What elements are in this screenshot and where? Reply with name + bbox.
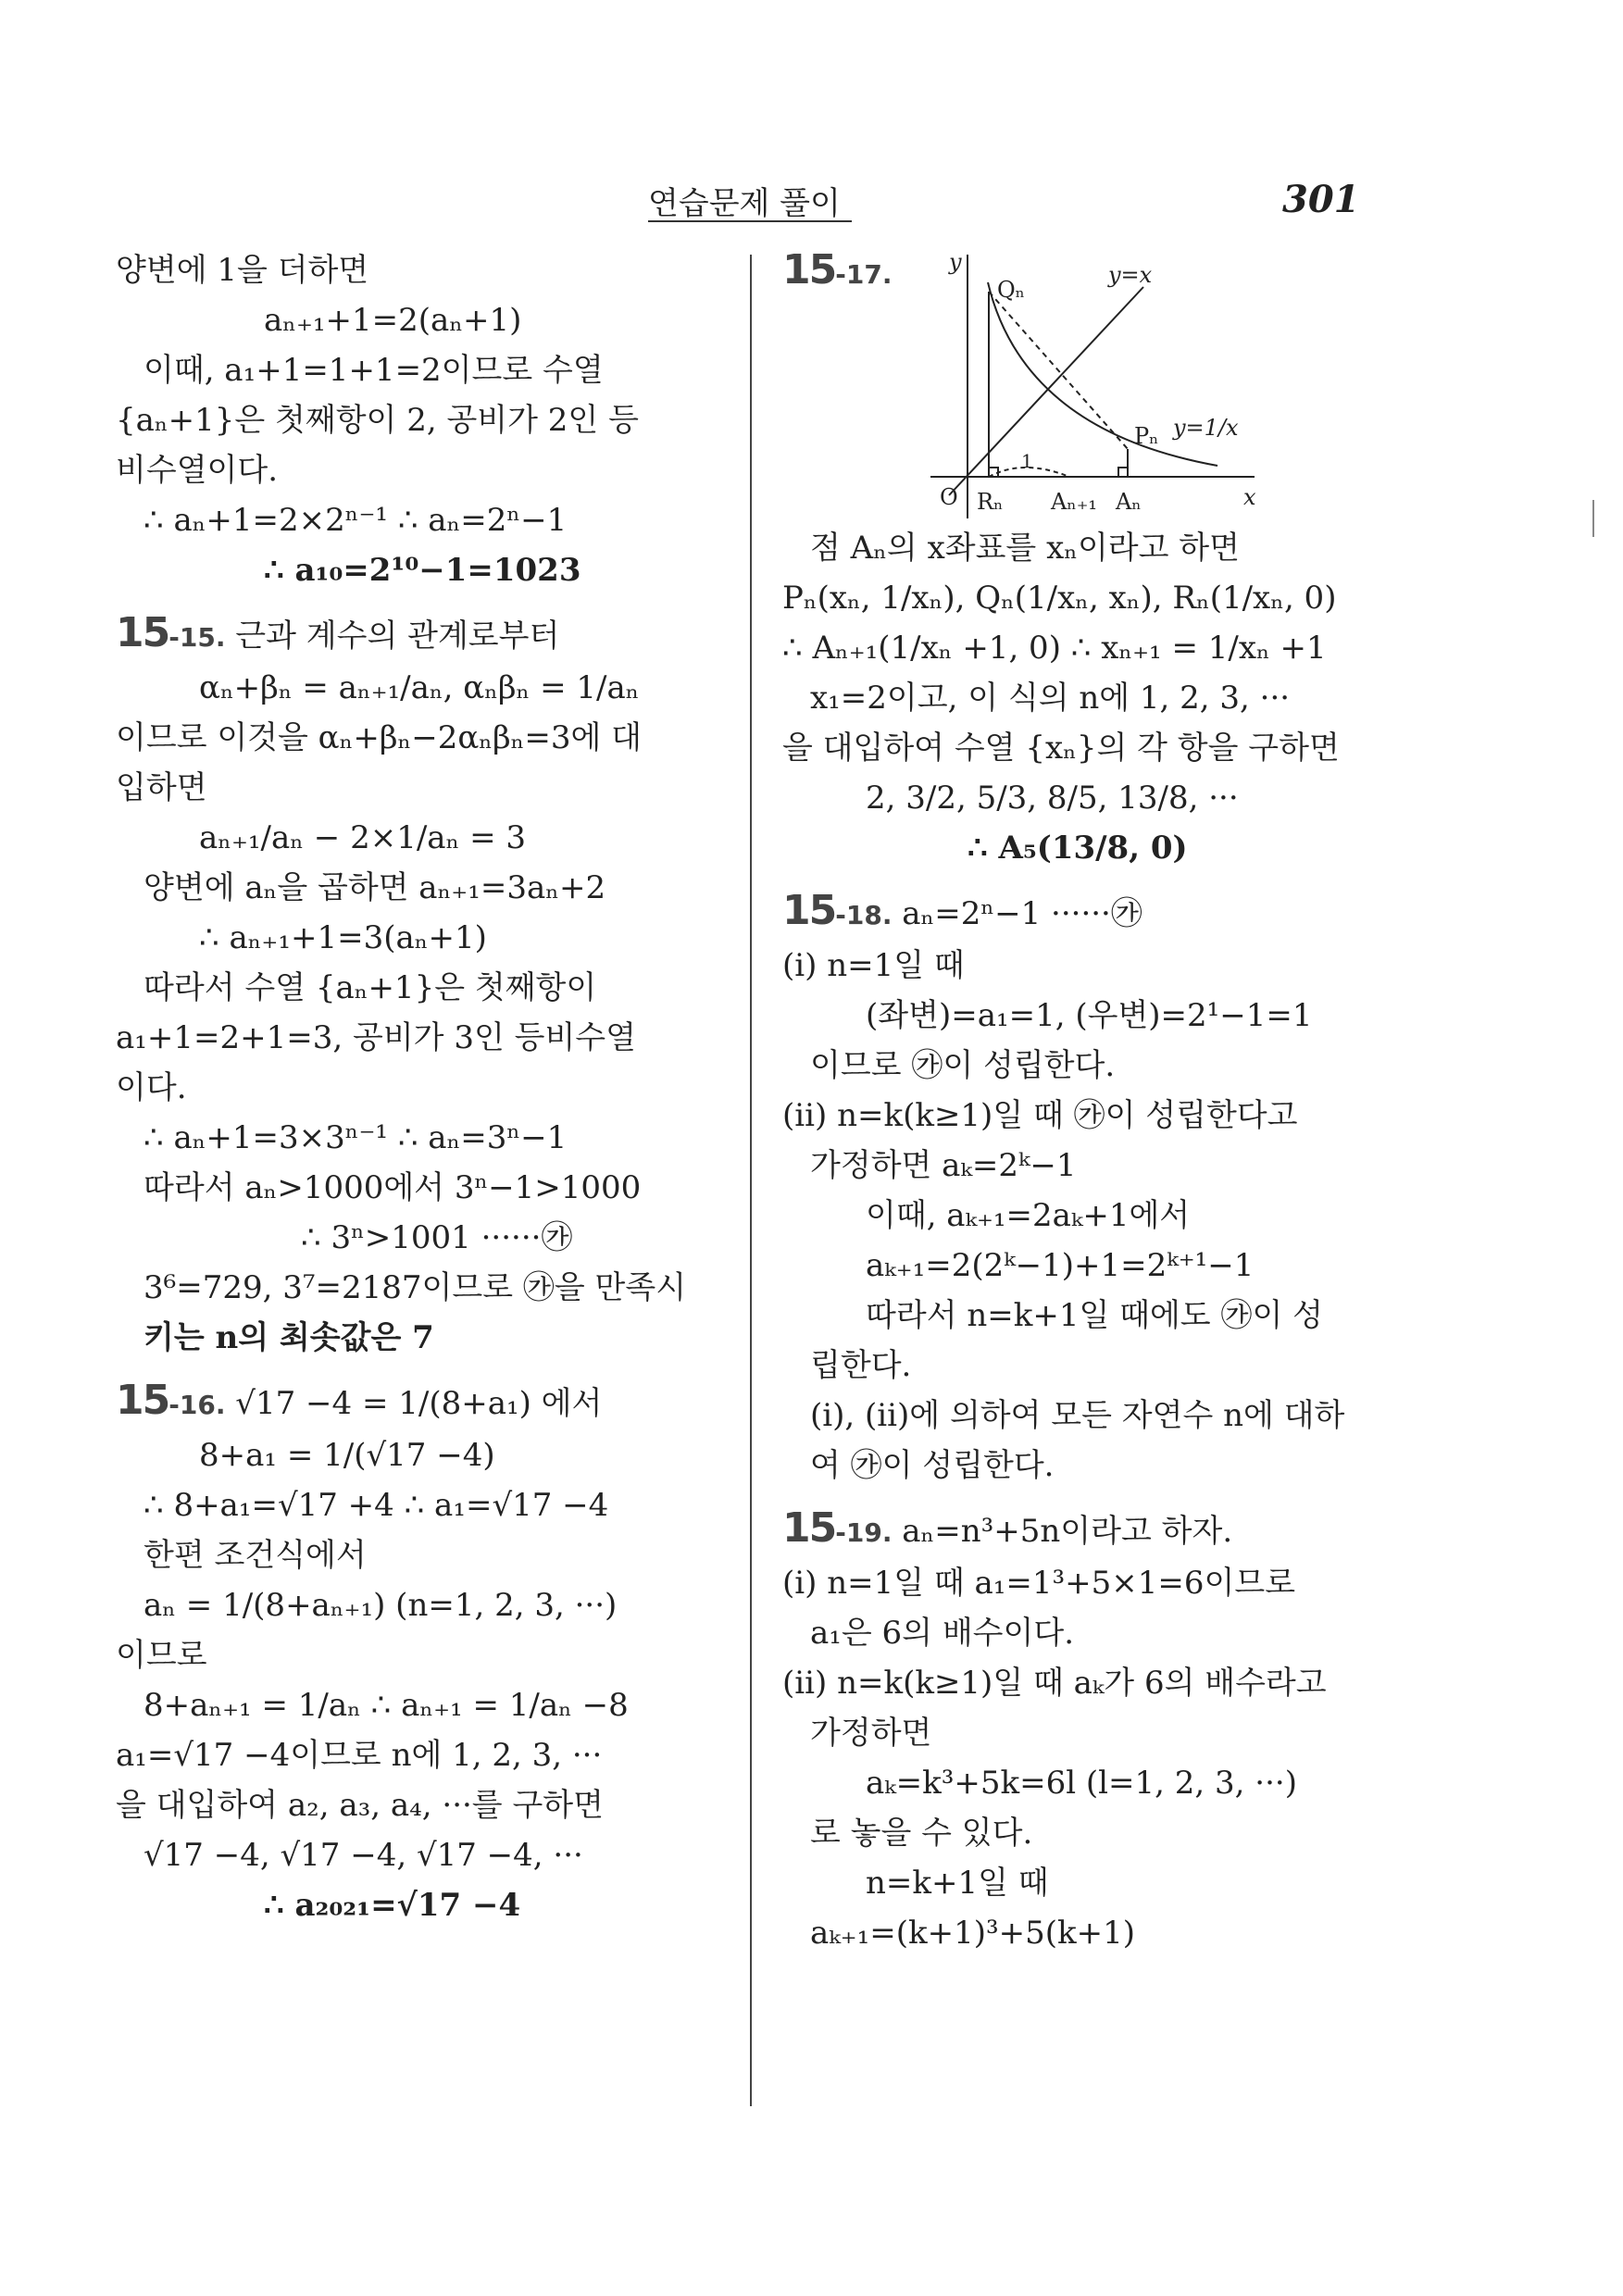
equation-line: ∴ aₙ+1=2×2ⁿ⁻¹ ∴ aₙ=2ⁿ−1 bbox=[144, 502, 568, 539]
graph-label: Aₙ₊₁ bbox=[1051, 489, 1098, 515]
text-line: 이므로 ㉮이 성립한다. bbox=[810, 1047, 1116, 1084]
text-line: (i) n=1일 때 bbox=[782, 947, 965, 984]
text-line: 양변에 aₙ을 곱하면 aₙ₊₁=3aₙ+2 bbox=[144, 869, 606, 906]
equation-line: 8+a₁ = 1/(√17 −4) bbox=[199, 1437, 495, 1474]
text-line: 따라서 aₙ>1000에서 3ⁿ−1>1000 bbox=[144, 1169, 642, 1206]
answer-line: 키는 n의 최솟값은 7 bbox=[144, 1319, 434, 1356]
page-number: 301 bbox=[1282, 178, 1360, 221]
graph-label: Qₙ bbox=[997, 277, 1026, 303]
graph-figure bbox=[912, 245, 1264, 523]
graph-label: y bbox=[949, 249, 962, 275]
equation-line: ∴ Aₙ₊₁(1/xₙ +1, 0) ∴ xₙ₊₁ = 1/xₙ +1 bbox=[782, 630, 1327, 667]
problem-number: 15-18. bbox=[782, 887, 893, 934]
text-line: 따라서 n=k+1일 때에도 ㉮이 성 bbox=[866, 1297, 1323, 1334]
text-line: 을 대입하여 수열 {xₙ}의 각 항을 구하면 bbox=[782, 730, 1340, 767]
equation-line: aₖ=k³+5k=6l (l=1, 2, 3, ···) bbox=[866, 1765, 1297, 1802]
answer-line: ∴ a₁₀=2¹⁰−1=1023 bbox=[264, 552, 581, 589]
page-header-title: 연습문제 풀이 bbox=[648, 185, 841, 222]
graph-label: Rₙ bbox=[977, 489, 1004, 515]
text-line: x₁=2이고, 이 식의 n에 1, 2, 3, ··· bbox=[810, 680, 1291, 717]
equation-line: ∴ aₙ+1=3×3ⁿ⁻¹ ∴ aₙ=3ⁿ−1 bbox=[144, 1119, 568, 1156]
text-line: n=k+1일 때 bbox=[866, 1865, 1049, 1902]
graph-label: y=1/x bbox=[1173, 415, 1239, 441]
equation-line: Pₙ(xₙ, 1/xₙ), Qₙ(1/xₙ, xₙ), Rₙ(1/xₙ, 0) bbox=[782, 580, 1337, 617]
equation-line: √17 −4, √17 −4, √17 −4, ··· bbox=[144, 1837, 583, 1874]
text-line: 따라서 수열 {aₙ+1}은 첫째항이 bbox=[144, 969, 597, 1006]
text-line: 여 ㉮이 성립한다. bbox=[810, 1447, 1055, 1484]
text-line: 이므로 이것을 αₙ+βₙ−2αₙβₙ=3에 대 bbox=[116, 719, 642, 756]
text-line: 가정하면 bbox=[810, 1715, 932, 1752]
text-line: 이때, aₖ₊₁=2aₖ+1에서 bbox=[866, 1197, 1191, 1234]
text-line: (ii) n=k(k≥1)일 때 ㉮이 성립한다고 bbox=[782, 1097, 1298, 1134]
text-line: 이다. bbox=[116, 1069, 187, 1106]
graph-label: y=x bbox=[1108, 262, 1153, 288]
text-line: 립한다. bbox=[810, 1347, 912, 1384]
problem-15-18 bbox=[782, 886, 1398, 941]
problem-15-16 bbox=[116, 1376, 731, 1430]
dashed-q-p bbox=[989, 292, 1128, 449]
text-line: 을 대입하여 a₂, a₃, a₄, ···를 구하면 bbox=[116, 1787, 604, 1824]
equation-line: 2, 3/2, 5/3, 8/5, 13/8, ··· bbox=[866, 780, 1239, 817]
text-line: 비수열이다. bbox=[116, 452, 279, 489]
equation-line: ∴ aₙ₊₁+1=3(aₙ+1) bbox=[199, 919, 487, 956]
graph-label: x bbox=[1243, 484, 1256, 510]
problem-15-19 bbox=[782, 1504, 1398, 1558]
equation-line: aₙ=2ⁿ−1 ······㉮ bbox=[902, 895, 1142, 932]
problem-number: 15-15. bbox=[116, 609, 226, 656]
text-line: 가정하면 aₖ=2ᵏ−1 bbox=[810, 1147, 1077, 1184]
text-line: 3⁶=729, 3⁷=2187이므로 ㉮을 만족시 bbox=[144, 1269, 687, 1306]
equation-line: aₙ = 1/(8+aₙ₊₁) (n=1, 2, 3, ···) bbox=[144, 1587, 618, 1624]
equation-line: ∴ 8+a₁=√17 +4 ∴ a₁=√17 −4 bbox=[144, 1487, 609, 1524]
equation-line: αₙ+βₙ = aₙ₊₁/aₙ, αₙβₙ = 1/aₙ bbox=[199, 669, 640, 706]
text-line: 한편 조건식에서 bbox=[144, 1537, 367, 1574]
problem-15-15 bbox=[116, 608, 731, 663]
problem-number: 15-16. bbox=[116, 1377, 226, 1424]
column-divider bbox=[750, 255, 752, 2106]
graph-label: Aₙ bbox=[1116, 489, 1142, 515]
text-line: 점 Aₙ의 x좌표를 xₙ이라고 하면 bbox=[810, 530, 1240, 567]
text-line: a₁+1=2+1=3, 공비가 3인 등비수열 bbox=[116, 1019, 636, 1056]
line-y-equals-x bbox=[949, 287, 1143, 495]
problem-number: 15-17. bbox=[782, 246, 893, 293]
text-line: (i), (ii)에 의하여 모든 자연수 n에 대하 bbox=[810, 1397, 1345, 1434]
equation-line: aₙ=n³+5n이라고 하자. bbox=[902, 1513, 1233, 1550]
text-line: (ii) n=k(k≥1)일 때 aₖ가 6의 배수라고 bbox=[782, 1665, 1327, 1702]
equation-line: √17 −4 = 1/(8+a₁) 에서 bbox=[235, 1385, 603, 1422]
equation-line: 8+aₙ₊₁ = 1/aₙ ∴ aₙ₊₁ = 1/aₙ −8 bbox=[144, 1687, 629, 1724]
left-column bbox=[116, 245, 731, 1930]
text-line: 양변에 1을 더하면 bbox=[116, 252, 369, 289]
equation-line: aₙ₊₁+1=2(aₙ+1) bbox=[264, 302, 522, 339]
answer-line: ∴ A₅(13/8, 0) bbox=[968, 830, 1188, 867]
text-line: 이때, a₁+1=1+1=2이므로 수열 bbox=[144, 352, 604, 389]
text-line: {aₙ+1}은 첫째항이 2, 공비가 2인 등 bbox=[116, 402, 639, 439]
equation-line: aₖ₊₁=(k+1)³+5(k+1) bbox=[810, 1915, 1135, 1952]
equation-line: (좌변)=a₁=1, (우변)=2¹−1=1 bbox=[866, 997, 1313, 1034]
problem-number: 15-19. bbox=[782, 1504, 893, 1552]
header-rule bbox=[648, 220, 852, 222]
graph-label: Pₙ bbox=[1134, 423, 1159, 449]
right-column bbox=[782, 245, 1398, 1958]
text-line: 이므로 bbox=[116, 1637, 207, 1674]
graph-label: 1 bbox=[1021, 450, 1033, 472]
graph-label: O bbox=[940, 484, 958, 510]
text-line: 로 놓을 수 있다. bbox=[810, 1815, 1033, 1852]
text-line: (i) n=1일 때 a₁=1³+5×1=6이므로 bbox=[782, 1565, 1296, 1602]
text-line: 근과 계수의 관계로부터 bbox=[235, 618, 560, 655]
text-line: 입하면 bbox=[116, 769, 207, 806]
text-line: a₁은 6의 배수이다. bbox=[810, 1615, 1075, 1652]
margin-mark bbox=[1592, 500, 1594, 537]
equation-line: ∴ 3ⁿ>1001 ······㉮ bbox=[301, 1219, 573, 1256]
equation-line: aₙ₊₁/aₙ − 2×1/aₙ = 3 bbox=[199, 819, 527, 856]
answer-line: ∴ a₂₀₂₁=√17 −4 bbox=[264, 1887, 521, 1924]
text-line: a₁=√17 −4이므로 n에 1, 2, 3, ··· bbox=[116, 1737, 603, 1774]
right-angle-mark bbox=[1118, 468, 1128, 477]
equation-line: aₖ₊₁=2(2ᵏ−1)+1=2ᵏ⁺¹−1 bbox=[866, 1247, 1255, 1284]
